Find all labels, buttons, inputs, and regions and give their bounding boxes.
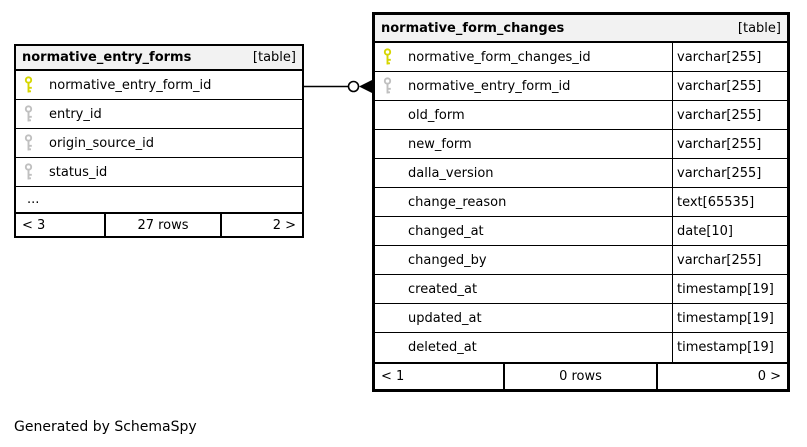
column-name: entry_id (49, 106, 102, 122)
table-header (16, 46, 302, 71)
foreign-key-icon (375, 77, 403, 95)
generator-caption: Generated by SchemaSpy (14, 419, 197, 435)
pager-prev[interactable]: < 3 (22, 217, 46, 233)
column-name: deleted_at (408, 340, 477, 355)
table-footer (16, 212, 302, 236)
column-row (16, 71, 302, 100)
column-name: changed_by (408, 252, 487, 268)
column-name: dalla_version (408, 165, 494, 181)
column-type: varchar[255] (672, 43, 787, 71)
column-type: timestamp[19] (672, 275, 787, 303)
column-type: varchar[255] (672, 72, 787, 100)
column-name: created_at (408, 281, 478, 297)
foreign-key-icon (16, 163, 44, 181)
column-type: timestamp[19] (672, 333, 787, 362)
column-name: change_reason (408, 194, 507, 210)
column-row (375, 159, 787, 188)
column-row (375, 304, 787, 333)
column-row (16, 100, 302, 129)
column-type: varchar[255] (672, 130, 787, 158)
column-row (375, 246, 787, 275)
table-normative-form-changes (372, 12, 790, 392)
column-row (375, 43, 787, 72)
pager-prev[interactable]: < 1 (381, 369, 405, 384)
column-type: varchar[255] (672, 159, 787, 187)
column-row (375, 275, 787, 304)
table-name[interactable]: normative_form_changes (381, 20, 565, 36)
column-row (375, 217, 787, 246)
table-tag: [table] (252, 50, 296, 65)
column-row (375, 72, 787, 101)
primary-key-icon (375, 48, 403, 66)
column-name: normative_entry_form_id (49, 77, 212, 93)
table-tag: [table] (737, 20, 781, 36)
table-header (375, 15, 787, 43)
column-row (375, 333, 787, 362)
column-rows (375, 43, 787, 362)
column-name: old_form (408, 107, 465, 123)
column-type: timestamp[19] (672, 304, 787, 332)
column-type: date[10] (672, 217, 787, 245)
column-row (16, 158, 302, 187)
table-normative-entry-forms (14, 44, 304, 238)
column-row (16, 129, 302, 158)
column-row (16, 187, 302, 212)
column-row (375, 130, 787, 159)
column-name: status_id (49, 164, 108, 180)
column-name: ... (27, 192, 40, 207)
table-name[interactable]: normative_entry_forms (22, 50, 192, 65)
column-name: origin_source_id (49, 135, 155, 151)
primary-key-icon (16, 76, 44, 94)
column-name: changed_at (408, 223, 484, 239)
column-type: text[65535] (672, 188, 787, 216)
pager-next[interactable]: 2 > (272, 217, 296, 233)
zero-or-one-circle-icon (349, 82, 359, 92)
column-name: normative_entry_form_id (408, 78, 571, 94)
many-arrowhead-icon (359, 80, 372, 93)
column-type: varchar[255] (672, 246, 787, 274)
row-count: 27 rows (104, 214, 222, 236)
column-type: varchar[255] (672, 101, 787, 129)
column-name: updated_at (408, 310, 482, 326)
table-footer (375, 362, 787, 389)
row-count: 0 rows (503, 364, 658, 389)
column-name: new_form (408, 136, 472, 152)
foreign-key-icon (16, 134, 44, 152)
column-rows (16, 71, 302, 212)
foreign-key-icon (16, 105, 44, 123)
column-row (375, 101, 787, 130)
column-name: normative_form_changes_id (408, 49, 591, 65)
column-row (375, 188, 787, 217)
pager-next[interactable]: 0 > (757, 369, 781, 384)
